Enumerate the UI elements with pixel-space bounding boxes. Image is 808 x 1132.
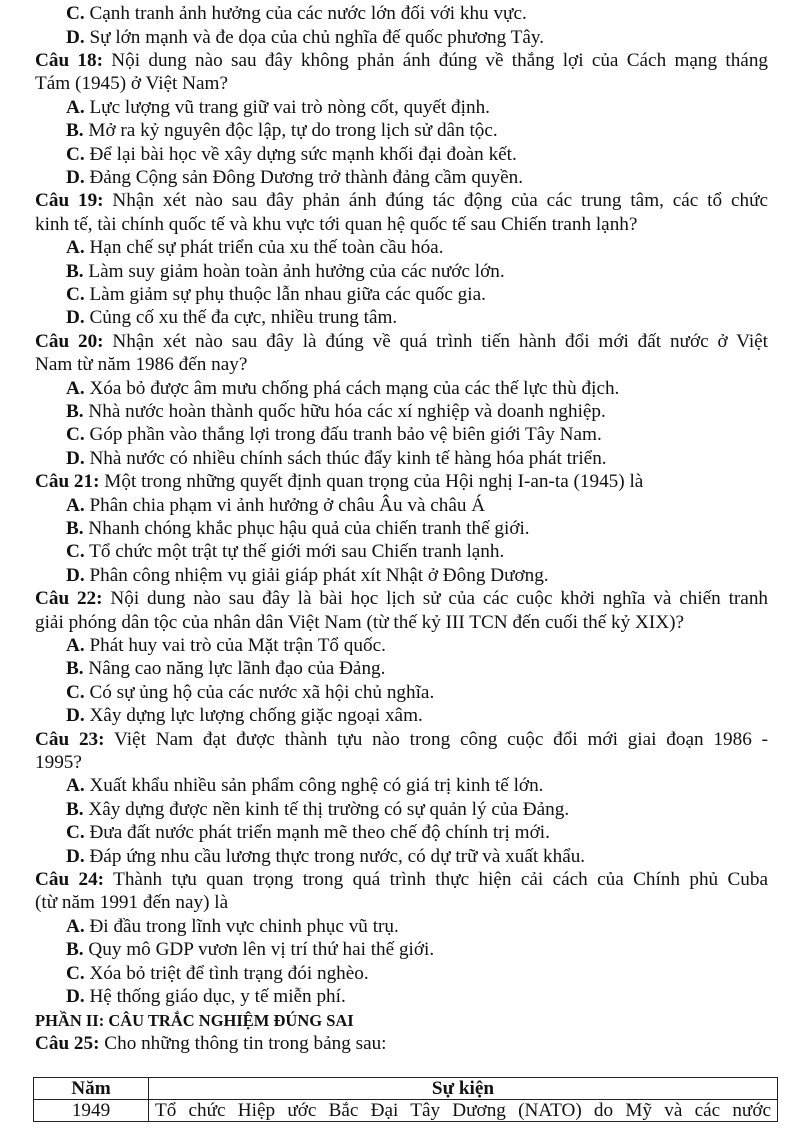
question-25 xyxy=(35,1032,387,1055)
option-a xyxy=(66,774,543,797)
option-text: Hạn chế sự phát triển của xu thế toàn cầu hóa. xyxy=(89,237,444,258)
option-text: Đảng Cộng sản Đông Dương trở thành đảng cầm quyền. xyxy=(89,167,524,188)
option-text: Nhà nước hoàn thành quốc hữu hóa các xí nghiệp và doanh nghiệp. xyxy=(88,401,606,422)
option-text: Xóa bỏ được âm mưu chống phá cách mạng của các thế lực thù địch. xyxy=(89,378,620,399)
option-c xyxy=(66,143,517,166)
question-stem: 1995? xyxy=(35,752,82,773)
option-c xyxy=(66,423,602,446)
option-text: Đi đầu trong lĩnh vực chinh phục vũ trụ. xyxy=(89,916,399,937)
question-stem-continuation xyxy=(35,72,228,95)
question-label: Câu 21: xyxy=(35,471,100,492)
question-stem: kinh tế, tài chính quốc tế và khu vực tới quan hệ quốc tế sau Chiến tranh lạnh? xyxy=(35,214,638,235)
question-stem: Tám (1945) ở Việt Nam? xyxy=(35,73,228,94)
option-text: Nhanh chóng khắc phục hậu quả của chiến tranh thế giới. xyxy=(88,518,530,539)
option-d xyxy=(66,447,607,470)
option-letter: D. xyxy=(66,846,85,867)
question-stem: giải phóng dân tộc của nhân dân Việt Nam (từ thế kỷ III TCN đến cuối thế kỷ XIX)? xyxy=(35,612,685,633)
question-stem-continuation xyxy=(35,213,637,236)
option-text: Xây dựng lực lượng chống giặc ngoại xâm. xyxy=(89,705,423,726)
question-stem: (từ năm 1991 đến nay) là xyxy=(35,892,229,913)
option-b xyxy=(66,400,606,423)
events-table xyxy=(33,1077,778,1122)
option-text: Phát huy vai trò của Mặt trận Tổ quốc. xyxy=(89,635,386,656)
question-label: Câu 23: xyxy=(35,729,105,750)
question-stem: Một trong những quyết định quan trọng của Hội nghị I-an-ta (1945) là xyxy=(104,471,644,492)
option-text: Cạnh tranh ảnh hưởng của các nước lớn đối với khu vực. xyxy=(89,3,527,24)
option-text: Xuất khẩu nhiều sản phẩm công nghệ có giá trị kinh tế lớn. xyxy=(89,775,544,796)
question-stem-continuation xyxy=(35,353,247,376)
question-24 xyxy=(35,868,768,891)
option-text: Phân chia phạm vi ảnh hưởng ở châu Âu và châu Á xyxy=(89,495,486,516)
option-d xyxy=(66,166,523,189)
option-b xyxy=(66,260,505,283)
option-letter: A. xyxy=(66,916,85,937)
option-b xyxy=(66,517,530,540)
option-letter: D. xyxy=(66,986,85,1007)
question-20 xyxy=(35,330,768,353)
option-letter: D. xyxy=(66,705,85,726)
option-text: Xóa bỏ triệt để tình trạng đói nghèo. xyxy=(89,963,369,984)
option-d xyxy=(66,845,585,868)
option-letter: A. xyxy=(66,237,85,258)
question-stem: Nam từ năm 1986 đến nay? xyxy=(35,354,248,375)
option-letter: C. xyxy=(66,424,85,445)
option-text: Có sự ủng hộ của các nước xã hội chủ nghĩa. xyxy=(89,682,435,703)
option-c xyxy=(66,540,504,563)
table-header-row xyxy=(34,1078,778,1100)
option-a xyxy=(66,377,619,400)
option-letter: B. xyxy=(66,401,84,422)
question-stem-continuation xyxy=(35,891,228,914)
question-22 xyxy=(35,587,768,610)
option-letter: D. xyxy=(66,307,85,328)
question-label: Câu 20: xyxy=(35,331,104,352)
question-label: Câu 24: xyxy=(35,869,105,890)
option-letter: D. xyxy=(66,167,85,188)
option-letter: B. xyxy=(66,261,84,282)
question-label: Câu 22: xyxy=(35,588,103,609)
option-c xyxy=(66,962,369,985)
option-a xyxy=(66,96,490,119)
question-19 xyxy=(35,189,768,212)
question-21 xyxy=(35,470,643,493)
cell-year: 1949 xyxy=(34,1100,149,1122)
option-text: Nhà nước có nhiều chính sách thúc đẩy kinh tế hàng hóa phát triển. xyxy=(89,448,607,469)
option-letter: B. xyxy=(66,939,84,960)
option-letter: B. xyxy=(66,518,84,539)
question-stem: Cho những thông tin trong bảng sau: xyxy=(104,1033,387,1054)
option-letter: C. xyxy=(66,144,85,165)
option-text: Nâng cao năng lực lãnh đạo của Đảng. xyxy=(88,658,386,679)
option-text: Tổ chức một trật tự thế giới mới sau Chiến tranh lạnh. xyxy=(89,541,505,562)
option-letter: B. xyxy=(66,658,84,679)
option-text: Mở ra kỷ nguyên độc lập, tự do trong lịch sử dân tộc. xyxy=(88,120,498,141)
cell-event: Tổ chức Hiệp ước Bắc Đại Tây Dương (NATO) do Mỹ và các nước xyxy=(149,1100,778,1122)
option-a xyxy=(66,915,399,938)
option-text: Sự lớn mạnh và đe dọa của chủ nghĩa đế quốc phương Tây. xyxy=(89,27,545,48)
question-label: Câu 25: xyxy=(35,1033,100,1054)
option-c xyxy=(66,283,486,306)
header-year: Năm xyxy=(34,1078,149,1100)
option-letter: D. xyxy=(66,565,85,586)
question-stem: Nhận xét nào sau đây phản ánh đúng tác động của các trung tâm, các tổ chức xyxy=(112,190,768,211)
question-23 xyxy=(35,728,768,751)
option-letter: A. xyxy=(66,378,85,399)
option-letter: C. xyxy=(66,682,85,703)
option-b xyxy=(66,119,498,142)
option-text: Lực lượng vũ trang giữ vai trò nòng cốt, quyết định. xyxy=(89,97,490,118)
option-a xyxy=(66,494,485,517)
option-b xyxy=(66,657,385,680)
question-label: Câu 19: xyxy=(35,190,104,211)
option-text: Củng cố xu thế đa cực, nhiều trung tâm. xyxy=(89,307,398,328)
question-stem-continuation xyxy=(35,751,82,774)
option-text: Góp phần vào thắng lợi trong đấu tranh bảo vệ biên giới Tây Nam. xyxy=(89,424,602,445)
option-letter: A. xyxy=(66,495,85,516)
question-stem: Nhận xét nào sau đây là đúng về quá trình tiến hành đổi mới đất nước ở Việt xyxy=(112,331,768,352)
header-event: Sự kiện xyxy=(149,1078,778,1100)
option-letter: C. xyxy=(66,3,85,24)
option-letter: C. xyxy=(66,963,85,984)
option-c xyxy=(66,821,550,844)
option-letter: B. xyxy=(66,120,84,141)
option-text: Phân công nhiệm vụ giải giáp phát xít Nhật ở Đông Dương. xyxy=(89,565,549,586)
option-letter: D. xyxy=(66,27,85,48)
option-d xyxy=(66,26,544,49)
option-d xyxy=(66,564,549,587)
option-d xyxy=(66,985,346,1008)
question-stem-continuation xyxy=(35,611,684,634)
question-18 xyxy=(35,49,768,72)
option-text: Làm suy giảm hoàn toàn ảnh hưởng của các nước lớn. xyxy=(88,261,505,282)
option-text: Đưa đất nước phát triển mạnh mẽ theo chế độ chính trị mới. xyxy=(89,822,550,843)
option-c xyxy=(66,681,434,704)
section-heading: PHẦN II: CÂU TRẮC NGHIỆM ĐÚNG SAI xyxy=(35,1011,354,1030)
option-text: Để lại bài học về xây dựng sức mạnh khối đại đoàn kết. xyxy=(89,144,517,165)
table-row xyxy=(34,1100,778,1122)
option-c xyxy=(66,2,527,25)
option-letter: C. xyxy=(66,541,85,562)
option-text: Quy mô GDP vươn lên vị trí thứ hai thế giới. xyxy=(88,939,435,960)
option-letter: C. xyxy=(66,284,85,305)
question-stem: Nội dung nào sau đây là bài học lịch sử của các cuộc khởi nghĩa và chiến tranh xyxy=(110,588,768,609)
option-d xyxy=(66,306,397,329)
option-b xyxy=(66,798,569,821)
question-label: Câu 18: xyxy=(35,50,103,71)
option-a xyxy=(66,236,444,259)
question-stem: Thành tựu quan trọng trong quá trình thực hiện cải cách của Chính phủ Cuba xyxy=(113,869,768,890)
option-text: Xây dựng được nền kinh tế thị trường có sự quản lý của Đảng. xyxy=(88,799,570,820)
option-text: Làm giảm sự phụ thuộc lẫn nhau giữa các quốc gia. xyxy=(89,284,486,305)
option-letter: D. xyxy=(66,448,85,469)
option-letter: A. xyxy=(66,775,85,796)
option-text: Đáp ứng nhu cầu lương thực trong nước, có dự trữ và xuất khẩu. xyxy=(89,846,586,867)
option-letter: B. xyxy=(66,799,84,820)
option-d xyxy=(66,704,423,727)
option-letter: A. xyxy=(66,635,85,656)
option-b xyxy=(66,938,434,961)
question-stem: Nội dung nào sau đây không phản ánh đúng về thắng lợi của Cách mạng tháng xyxy=(111,50,768,71)
option-letter: C. xyxy=(66,822,85,843)
option-a xyxy=(66,634,386,657)
option-text: Hệ thống giáo dục, y tế miễn phí. xyxy=(89,986,346,1007)
question-stem: Việt Nam đạt được thành tựu nào trong công cuộc đổi mới giai đoạn 1986 - xyxy=(114,729,768,750)
option-letter: A. xyxy=(66,97,85,118)
